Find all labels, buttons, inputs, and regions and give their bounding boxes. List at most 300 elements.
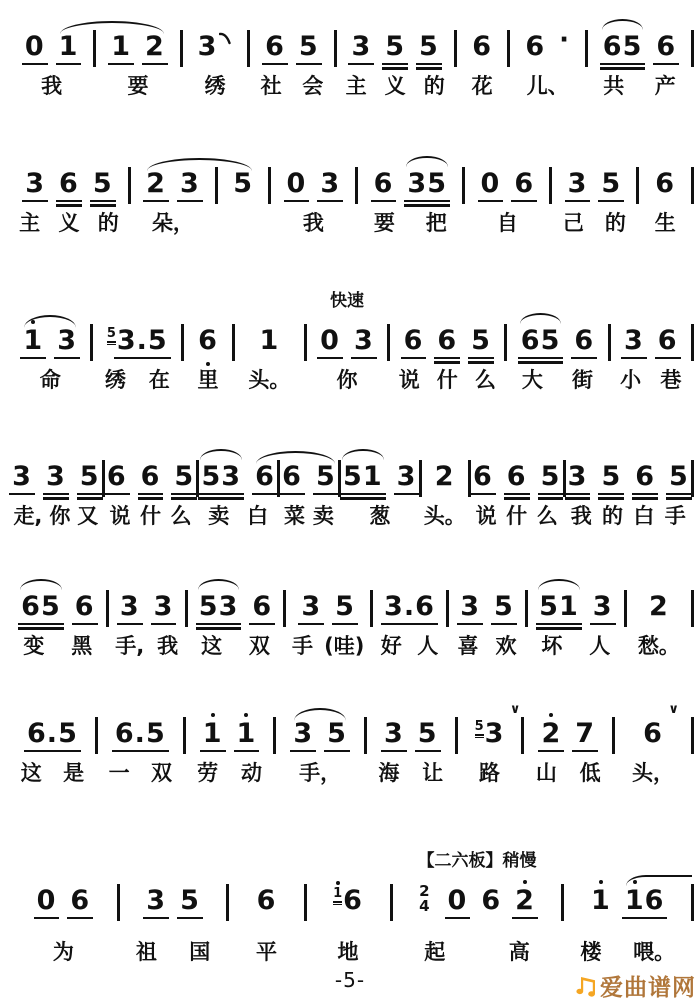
note-digits <box>568 463 588 490</box>
duration-underline <box>112 750 169 752</box>
lyric-syllable: 说 <box>109 504 131 528</box>
duration-underline <box>22 200 48 202</box>
lyric-syllable: 共 <box>603 74 625 98</box>
note-digits <box>316 463 336 490</box>
lyrics-group <box>615 761 691 785</box>
duration-underline <box>252 493 278 495</box>
note-digits <box>418 720 438 747</box>
note <box>437 327 457 354</box>
note-digits <box>525 33 545 60</box>
note-char: 3 <box>567 461 588 492</box>
note-char: 6 <box>343 885 363 916</box>
notes-group <box>471 448 563 490</box>
note-char: 6 <box>574 325 595 356</box>
notes-group <box>358 155 462 197</box>
lyrics-group <box>528 634 624 658</box>
note <box>625 887 665 914</box>
note-char: 5 <box>669 461 689 492</box>
lyrics-group <box>341 504 419 528</box>
notes-group <box>271 155 355 197</box>
note <box>203 720 223 747</box>
note-digits <box>521 327 561 354</box>
duration-underline <box>43 497 69 499</box>
notes-group <box>307 872 390 914</box>
note-digits <box>37 887 57 914</box>
note <box>154 593 174 620</box>
duration-underline <box>298 623 324 625</box>
measure <box>250 18 333 98</box>
lyrics-group <box>639 211 691 235</box>
lyrics-group <box>93 368 181 392</box>
note-char: 6 <box>415 591 435 622</box>
note-char: 5 <box>198 591 219 622</box>
measure <box>10 578 106 658</box>
lyric-syllable: 喂。 <box>633 940 676 964</box>
note-digits <box>655 170 675 197</box>
lyric-syllable: 花 <box>471 74 493 98</box>
note <box>320 327 340 354</box>
note-digits <box>460 593 480 620</box>
measures-row <box>10 18 694 98</box>
note-digits <box>384 720 404 747</box>
duration-underline <box>142 63 168 65</box>
duration-underline <box>468 361 494 363</box>
duration-underline <box>54 357 80 359</box>
duration-underline <box>538 493 564 495</box>
note <box>435 463 455 490</box>
duration-underline <box>538 497 564 499</box>
note <box>335 593 355 620</box>
lyric-syllable: 人 <box>417 634 439 658</box>
note <box>257 887 277 914</box>
notes-group <box>105 448 197 490</box>
measure <box>10 155 128 235</box>
note <box>25 33 45 60</box>
note-char: 3 <box>293 718 314 749</box>
lyric-syllable: 的 <box>602 504 624 528</box>
note-char: 6 <box>27 718 47 749</box>
duration-underline <box>565 493 591 495</box>
measure <box>188 578 284 658</box>
lyric-syllable: 义 <box>384 74 406 98</box>
duration-underline <box>572 750 598 752</box>
measure <box>564 872 691 964</box>
duration-underline <box>394 493 420 495</box>
note-char: 6 <box>525 31 546 62</box>
note <box>180 887 200 914</box>
duration-underline <box>571 357 597 359</box>
note-char: 5 <box>40 591 61 622</box>
notes-group <box>96 18 179 60</box>
duration-underline <box>598 493 624 495</box>
lyric-syllable: 卖 <box>208 504 230 528</box>
note <box>287 170 307 197</box>
note-char: 5 <box>540 325 561 356</box>
duration-underline <box>77 493 103 495</box>
music-note-icon <box>574 973 598 999</box>
note <box>111 33 131 60</box>
notes-group <box>627 578 691 620</box>
note-digits <box>23 327 43 354</box>
note-digits <box>601 170 621 197</box>
lyric-syllable: 手, <box>115 634 145 658</box>
note-char: 5 <box>601 461 622 492</box>
grace-underline <box>107 341 116 342</box>
lyrics-group <box>186 761 274 785</box>
lyric-syllable: 我 <box>570 504 592 528</box>
note-char: 6 <box>514 168 535 199</box>
lyric-syllable: 巷 <box>660 368 682 392</box>
duration-underline <box>600 63 646 65</box>
duration-underline <box>653 63 679 65</box>
measure <box>183 18 248 98</box>
note <box>655 170 675 197</box>
note-char: 6 <box>114 718 135 749</box>
measure <box>507 312 607 392</box>
note-digits <box>120 593 140 620</box>
note-char: 2 <box>515 887 535 914</box>
augmentation-dot <box>559 27 570 53</box>
note-digits <box>237 720 257 747</box>
note-char: 3 <box>407 168 428 199</box>
lyrics-group <box>507 368 607 392</box>
measure <box>465 155 549 235</box>
note <box>299 33 319 60</box>
lyric-syllable: 国 <box>189 940 211 964</box>
fall-ornament-icon <box>219 23 232 50</box>
note <box>643 702 679 749</box>
note-char: 0 <box>24 31 45 62</box>
lyrics-group <box>10 634 106 658</box>
notes-group <box>639 155 691 197</box>
measure <box>528 578 624 658</box>
note <box>418 720 438 747</box>
note-digits <box>146 887 166 914</box>
note-char: 3 <box>116 325 137 356</box>
notes-group <box>10 448 102 490</box>
lyric-syllable: 坏 <box>541 634 563 658</box>
lyrics-group <box>10 211 128 235</box>
notes-group <box>98 705 183 747</box>
lyric-syllable: 平 <box>256 940 277 964</box>
note <box>259 327 279 354</box>
note <box>515 887 535 914</box>
lyrics-group <box>105 504 197 528</box>
note-char: 3 <box>221 461 242 492</box>
note-digits <box>407 170 447 197</box>
note <box>198 33 233 60</box>
duration-underline <box>317 357 343 359</box>
note-digits <box>320 327 340 354</box>
lyrics-group <box>458 761 522 785</box>
measure <box>307 872 390 964</box>
lyrics-group <box>390 368 504 392</box>
grace-underline <box>475 737 484 738</box>
lyric-syllable: 儿、 <box>526 74 569 98</box>
measure <box>10 872 117 964</box>
note <box>568 170 588 197</box>
note-char: 1 <box>237 720 257 747</box>
note-digits <box>46 463 66 490</box>
note-digits <box>591 887 611 914</box>
breath-mark: ∨ <box>668 702 679 717</box>
notes-group <box>218 155 268 197</box>
note <box>27 720 78 747</box>
lyric-syllable: 说 <box>475 504 497 528</box>
duration-underline <box>262 63 288 65</box>
duration-underline <box>536 627 582 629</box>
duration-underline <box>518 361 564 363</box>
notes-group <box>552 155 636 197</box>
lyric-syllable: 变 <box>23 634 45 658</box>
duration-underline <box>404 200 450 202</box>
duration-underline <box>457 623 483 625</box>
note-char: 1 <box>58 31 79 62</box>
lyric-syllable: 地 <box>337 940 359 964</box>
note <box>59 33 79 60</box>
duration-underline <box>512 917 538 919</box>
lyric-syllable: 会 <box>302 74 324 98</box>
notes-group <box>109 578 185 620</box>
measures-row <box>10 448 694 528</box>
measure <box>229 872 303 964</box>
duration-underline <box>518 357 564 359</box>
duration-underline <box>351 357 377 359</box>
note-char: 5 <box>539 591 559 622</box>
note <box>481 887 501 914</box>
score-line-3 <box>10 291 694 392</box>
note-char: 3 <box>351 31 372 62</box>
notes-group <box>10 18 93 60</box>
lyric-syllable: 什 <box>436 368 458 392</box>
note-char: 6 <box>140 461 161 492</box>
lyric-syllable: 劳 <box>197 761 219 785</box>
note <box>419 33 439 60</box>
measure <box>373 578 446 658</box>
note <box>669 463 689 490</box>
note-digits <box>515 887 535 914</box>
lyrics-group <box>183 74 248 98</box>
note-digits <box>575 720 595 747</box>
note-char: · <box>559 25 571 55</box>
duration-underline <box>666 493 692 495</box>
note-char: 5 <box>147 325 168 356</box>
duration-underline <box>415 750 441 752</box>
lyrics-group <box>307 940 390 964</box>
duration-underline <box>234 750 260 752</box>
lyric-syllable: 你 <box>336 368 358 392</box>
octave-dot-high <box>599 880 603 884</box>
note-char: 6 <box>657 325 678 356</box>
lyrics-group <box>373 634 446 658</box>
lyric-syllable: 走, <box>13 504 43 528</box>
duration-underline <box>18 627 64 629</box>
note-char: 3 <box>153 591 174 622</box>
note-digits <box>473 463 493 490</box>
duration-underline <box>143 200 169 202</box>
lyrics-group <box>229 940 303 964</box>
lyrics-group <box>10 368 90 392</box>
barline <box>691 590 694 627</box>
note-char: 3 <box>146 885 167 916</box>
note-char: 1 <box>111 31 132 62</box>
lyric-syllable: 白 <box>633 504 655 528</box>
note <box>23 327 43 354</box>
grace-digit: 5 <box>106 326 116 341</box>
lyrics-group <box>449 634 525 658</box>
note <box>343 463 383 490</box>
measure <box>271 155 355 235</box>
note-char: 5 <box>233 168 254 199</box>
lyrics-group <box>188 634 284 658</box>
note <box>320 170 340 197</box>
note <box>12 463 32 490</box>
note-char: 3 <box>25 168 46 199</box>
lyric-syllable: 生 <box>654 211 676 235</box>
note <box>507 463 527 490</box>
note <box>624 327 644 354</box>
note-char: 6 <box>70 885 91 916</box>
lyrics-group <box>235 368 304 392</box>
lyric-syllable: 我 <box>41 74 63 98</box>
note-char: 6 <box>472 31 492 62</box>
time-signature-denominator: 4 <box>419 897 430 916</box>
note-digits <box>481 170 501 197</box>
note <box>384 593 435 620</box>
measure <box>337 18 454 98</box>
barline <box>691 884 694 921</box>
note-digits <box>656 33 676 60</box>
score-line-5 <box>10 578 694 658</box>
note-digits <box>201 463 241 490</box>
duration-underline <box>655 357 681 359</box>
note <box>80 463 100 490</box>
lyric-syllable: 头。 <box>423 504 466 528</box>
notes-group <box>465 155 549 197</box>
note <box>293 720 313 747</box>
notes-group <box>390 312 504 354</box>
lyric-syllable: 头， <box>632 761 675 785</box>
duration-underline <box>177 917 203 919</box>
note-char: 6 <box>481 885 502 916</box>
note-char: 1 <box>259 325 280 356</box>
note <box>404 327 424 354</box>
note-char: . <box>136 325 148 356</box>
measure <box>449 578 525 658</box>
duration-underline <box>90 204 116 206</box>
note-digits <box>287 170 307 197</box>
duration-underline <box>196 623 242 625</box>
duration-underline <box>600 67 646 69</box>
duration-underline <box>290 750 316 752</box>
duration-underline <box>313 493 339 495</box>
note <box>351 33 371 60</box>
lyric-syllable: 绣 <box>104 368 126 392</box>
note-digits <box>384 593 435 620</box>
note-digits <box>145 33 165 60</box>
duration-underline <box>114 357 171 359</box>
measures-row <box>10 291 694 392</box>
note <box>120 593 140 620</box>
lyrics-group <box>280 504 338 528</box>
note-char: 1 <box>362 461 383 492</box>
note-digits <box>397 463 417 490</box>
note-char: 3 <box>592 591 613 622</box>
octave-dot-high <box>523 880 527 884</box>
note <box>407 170 447 197</box>
note-digits <box>117 327 168 354</box>
lyric-syllable: 大 <box>521 368 543 392</box>
note <box>601 170 621 197</box>
lyric-syllable: 自 <box>496 211 518 235</box>
grace-note <box>333 887 342 900</box>
note-digits <box>354 327 374 354</box>
note-digits <box>374 170 394 197</box>
duration-underline <box>90 200 116 202</box>
notes-group <box>367 705 455 747</box>
barline <box>691 167 694 204</box>
lyrics-group <box>271 211 355 235</box>
note <box>46 463 66 490</box>
duration-underline <box>198 497 244 499</box>
note-char: 6 <box>265 31 285 62</box>
note-digits <box>335 593 355 620</box>
duration-underline <box>434 357 460 359</box>
note-digits <box>180 887 200 914</box>
note <box>539 593 579 620</box>
lyric-syllable: 高 <box>508 940 530 964</box>
lyric-syllable: 菜 <box>283 504 305 528</box>
note-char: 1 <box>23 327 43 354</box>
note-char: 6 <box>256 885 277 916</box>
note <box>57 327 77 354</box>
note <box>658 327 678 354</box>
note <box>237 720 257 747</box>
lyric-syllable: 手 <box>664 504 686 528</box>
lyric-syllable: 的 <box>604 211 626 235</box>
lyrics-group <box>524 761 612 785</box>
note-digits <box>25 170 45 197</box>
lyric-syllable: 让 <box>422 761 444 785</box>
note-digits <box>593 593 613 620</box>
note <box>174 463 194 490</box>
note <box>448 887 468 914</box>
note-digits <box>635 463 655 490</box>
note-digits <box>514 170 534 197</box>
note <box>70 887 90 914</box>
note <box>252 593 272 620</box>
note-digits <box>107 463 127 490</box>
duration-underline <box>340 493 386 495</box>
lyric-syllable: 祖 <box>135 940 157 964</box>
duration-underline <box>104 493 130 495</box>
lyric-syllable: 的 <box>423 74 445 98</box>
note-char: 5 <box>343 461 363 492</box>
note <box>474 702 521 749</box>
note <box>472 33 492 60</box>
note-char: 5 <box>601 168 622 199</box>
duration-underline <box>77 497 103 499</box>
measure <box>588 18 691 98</box>
lyrics-group <box>627 634 691 658</box>
lyrics-group <box>422 504 468 528</box>
lyric-syllable: 说 <box>398 368 420 392</box>
note-digits <box>624 327 644 354</box>
duration-underline <box>138 497 164 499</box>
note-char: . <box>134 718 146 749</box>
measure <box>552 155 636 235</box>
barline <box>691 30 694 67</box>
